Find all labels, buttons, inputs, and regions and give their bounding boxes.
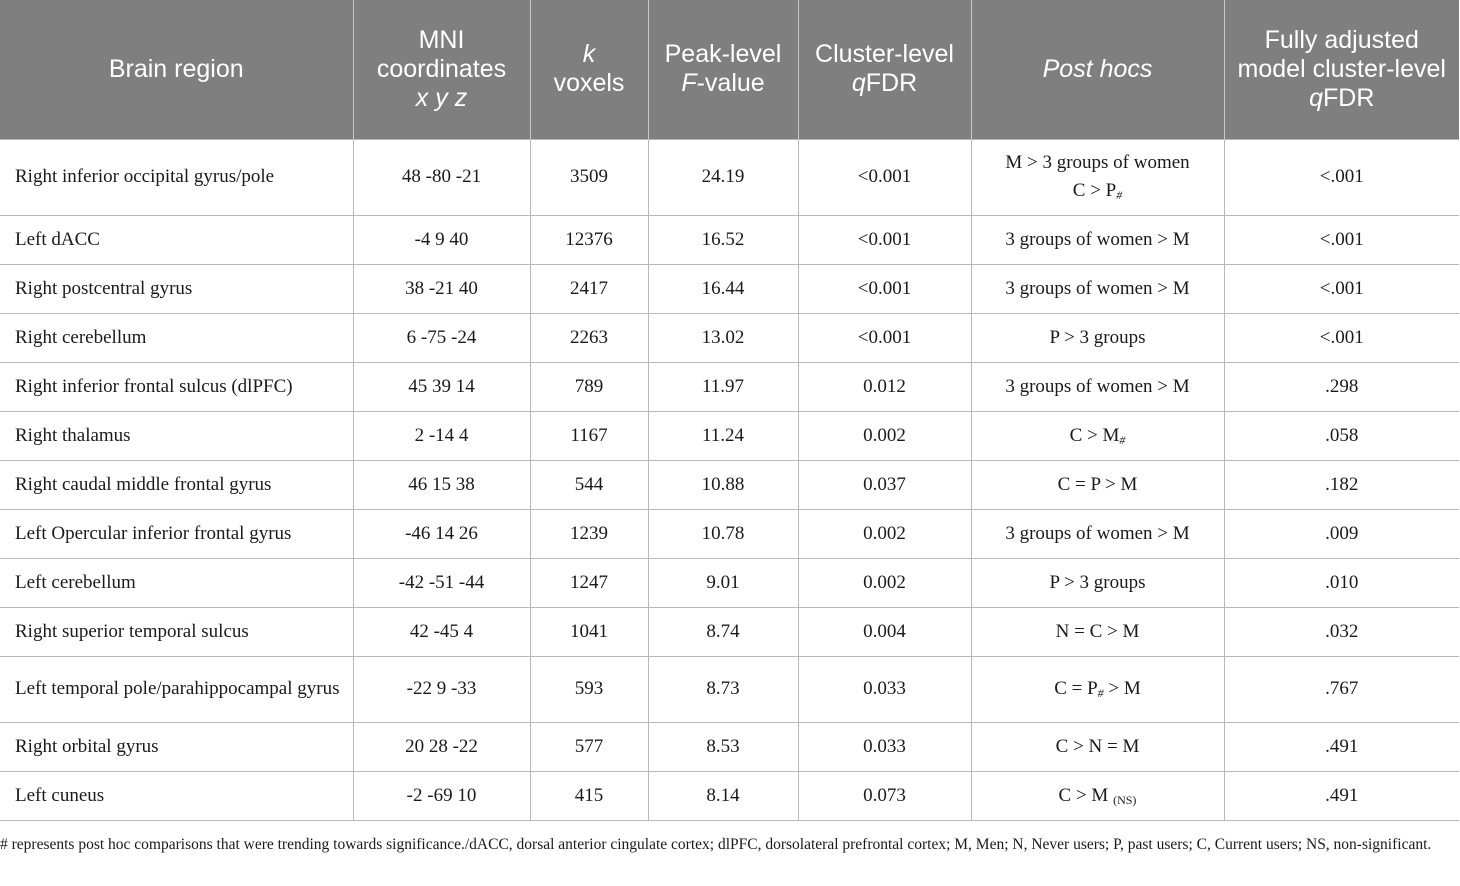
mni-header-line2: x y z	[415, 83, 468, 112]
peak-header-line1: Peak-level	[664, 40, 782, 69]
k-header-line1: k	[582, 40, 596, 69]
cell-full: <.001	[1224, 313, 1459, 362]
cell-q: 0.033	[798, 656, 971, 722]
table-row	[0, 362, 1459, 411]
posthoc-line2: C > P	[1072, 180, 1117, 201]
cell-posthoc: 3 groups of women > M	[971, 215, 1224, 264]
table-row	[0, 215, 1459, 264]
cell-k: 2263	[530, 313, 648, 362]
cell-k: 1167	[530, 411, 648, 460]
cell-full: .009	[1224, 509, 1459, 558]
col-header-peak-f	[648, 0, 798, 139]
cell-posthoc	[971, 411, 1224, 460]
cell-full: .058	[1224, 411, 1459, 460]
posthoc-line1: M > 3 groups of women	[1005, 152, 1190, 173]
cluster-header-q: q	[851, 69, 866, 98]
cell-mni: -46 14 26	[353, 509, 530, 558]
cell-f: 13.02	[648, 313, 798, 362]
cell-posthoc: C > N = M	[971, 722, 1224, 771]
posthoc-subscript: #	[1097, 686, 1104, 700]
table-row	[0, 771, 1459, 820]
table-row	[0, 313, 1459, 362]
cell-q: 0.002	[798, 558, 971, 607]
cell-q: <0.001	[798, 215, 971, 264]
cell-full: .491	[1224, 771, 1459, 820]
cell-full: .010	[1224, 558, 1459, 607]
posthoc-subscript: (NS)	[1113, 792, 1137, 807]
header-row	[0, 0, 1459, 139]
cell-f: 8.74	[648, 607, 798, 656]
cell-full: <.001	[1224, 215, 1459, 264]
cell-region: Right orbital gyrus	[0, 722, 353, 771]
cell-q: <0.001	[798, 264, 971, 313]
cell-f: 10.88	[648, 460, 798, 509]
cell-full: .767	[1224, 656, 1459, 722]
cell-region: Right postcentral gyrus	[0, 264, 353, 313]
cell-k: 593	[530, 656, 648, 722]
cell-f: 24.19	[648, 139, 798, 215]
peak-header-f: F	[681, 69, 697, 98]
cell-mni: 42 -45 4	[353, 607, 530, 656]
cell-q: 0.073	[798, 771, 971, 820]
cell-mni: 6 -75 -24	[353, 313, 530, 362]
k-header-line2: voxels	[553, 69, 625, 98]
peak-header-value: -value	[696, 69, 765, 98]
cell-mni: 38 -21 40	[353, 264, 530, 313]
table-row	[0, 509, 1459, 558]
cell-f: 16.52	[648, 215, 798, 264]
cell-full: <.001	[1224, 264, 1459, 313]
cell-region: Left cuneus	[0, 771, 353, 820]
table-row	[0, 656, 1459, 722]
mni-header-line1: MNI coordinates	[376, 25, 507, 83]
cell-posthoc	[971, 139, 1224, 215]
cell-q: 0.012	[798, 362, 971, 411]
cell-k: 577	[530, 722, 648, 771]
cell-k: 2417	[530, 264, 648, 313]
table-row	[0, 558, 1459, 607]
cell-mni: -4 9 40	[353, 215, 530, 264]
cell-full: .182	[1224, 460, 1459, 509]
cell-k: 415	[530, 771, 648, 820]
cell-posthoc	[971, 771, 1224, 820]
cell-region: Right inferior occipital gyrus/pole	[0, 139, 353, 215]
table-row	[0, 460, 1459, 509]
table-row	[0, 139, 1459, 215]
cell-q: 0.004	[798, 607, 971, 656]
cell-mni: -42 -51 -44	[353, 558, 530, 607]
cell-f: 8.73	[648, 656, 798, 722]
cell-posthoc: P > 3 groups	[971, 558, 1224, 607]
cell-q: 0.002	[798, 509, 971, 558]
cell-q: 0.033	[798, 722, 971, 771]
cell-q: 0.037	[798, 460, 971, 509]
cell-region: Left temporal pole/parahippocampal gyrus	[0, 656, 353, 722]
cell-posthoc: C = P > M	[971, 460, 1224, 509]
cell-mni: -22 9 -33	[353, 656, 530, 722]
cell-mni: 2 -14 4	[353, 411, 530, 460]
cell-f: 8.53	[648, 722, 798, 771]
full-header-fdr: FDR	[1323, 83, 1375, 112]
cell-f: 10.78	[648, 509, 798, 558]
cell-k: 3509	[530, 139, 648, 215]
cell-posthoc: N = C > M	[971, 607, 1224, 656]
cell-region: Left dACC	[0, 215, 353, 264]
cell-region: Right superior temporal sulcus	[0, 607, 353, 656]
cell-f: 8.14	[648, 771, 798, 820]
posthoc-text-pre: C = P	[1054, 678, 1098, 699]
col-header-brain-region: Brain region	[0, 0, 353, 139]
cell-full: .491	[1224, 722, 1459, 771]
col-header-fully-adjusted	[1224, 0, 1459, 139]
full-header-line1: Fully adjusted model cluster-level	[1237, 25, 1446, 83]
posthoc-subscript: #	[1116, 188, 1123, 202]
posthoc-subscript: #	[1119, 432, 1126, 447]
cell-posthoc: P > 3 groups	[971, 313, 1224, 362]
cell-mni: 45 39 14	[353, 362, 530, 411]
cell-k: 544	[530, 460, 648, 509]
cell-q: 0.002	[798, 411, 971, 460]
cell-f: 11.24	[648, 411, 798, 460]
cell-f: 16.44	[648, 264, 798, 313]
cell-f: 11.97	[648, 362, 798, 411]
posthoc-text-post: > M	[1103, 678, 1141, 699]
cell-posthoc: 3 groups of women > M	[971, 509, 1224, 558]
cell-mni: 48 -80 -21	[353, 139, 530, 215]
posthoc-text: C > M	[1069, 424, 1120, 446]
col-header-cluster-qfdr	[798, 0, 971, 139]
cell-k: 789	[530, 362, 648, 411]
cell-k: 12376	[530, 215, 648, 264]
cell-mni: 46 15 38	[353, 460, 530, 509]
table-row	[0, 264, 1459, 313]
cell-region: Right thalamus	[0, 411, 353, 460]
cell-full: .032	[1224, 607, 1459, 656]
col-header-mni	[353, 0, 530, 139]
cell-mni: -2 -69 10	[353, 771, 530, 820]
cell-f: 9.01	[648, 558, 798, 607]
table-row	[0, 607, 1459, 656]
cell-k: 1041	[530, 607, 648, 656]
cell-region: Right cerebellum	[0, 313, 353, 362]
cell-full: .298	[1224, 362, 1459, 411]
cell-region: Right inferior frontal sulcus (dlPFC)	[0, 362, 353, 411]
cell-full: <.001	[1224, 139, 1459, 215]
cell-region: Right caudal middle frontal gyrus	[0, 460, 353, 509]
cell-posthoc: 3 groups of women > M	[971, 264, 1224, 313]
cell-k: 1247	[530, 558, 648, 607]
table-row	[0, 722, 1459, 771]
cell-k: 1239	[530, 509, 648, 558]
cell-q: <0.001	[798, 313, 971, 362]
cell-posthoc	[971, 656, 1224, 722]
col-header-k-voxels	[530, 0, 648, 139]
posthoc-text: C > M	[1058, 784, 1114, 806]
cluster-header-fdr: FDR	[865, 69, 918, 98]
table-row	[0, 411, 1459, 460]
cluster-header-line1: Cluster-level	[815, 40, 954, 69]
cell-region: Left Opercular inferior frontal gyrus	[0, 509, 353, 558]
col-header-post-hocs: Post hocs	[971, 0, 1224, 139]
full-header-q: q	[1309, 83, 1323, 112]
table-footnote: # represents post hoc comparisons that were trending towards significance./dACC, dorsal anterior cingulate cortex; dlPFC, dorsolateral prefrontal cortex; M, Men; N, Never users; P, past users; C, Current users; NS, non-significant.	[0, 836, 1432, 853]
cell-region: Left cerebellum	[0, 558, 353, 607]
cell-mni: 20 28 -22	[353, 722, 530, 771]
cell-q: <0.001	[798, 139, 971, 215]
cell-posthoc: 3 groups of women > M	[971, 362, 1224, 411]
